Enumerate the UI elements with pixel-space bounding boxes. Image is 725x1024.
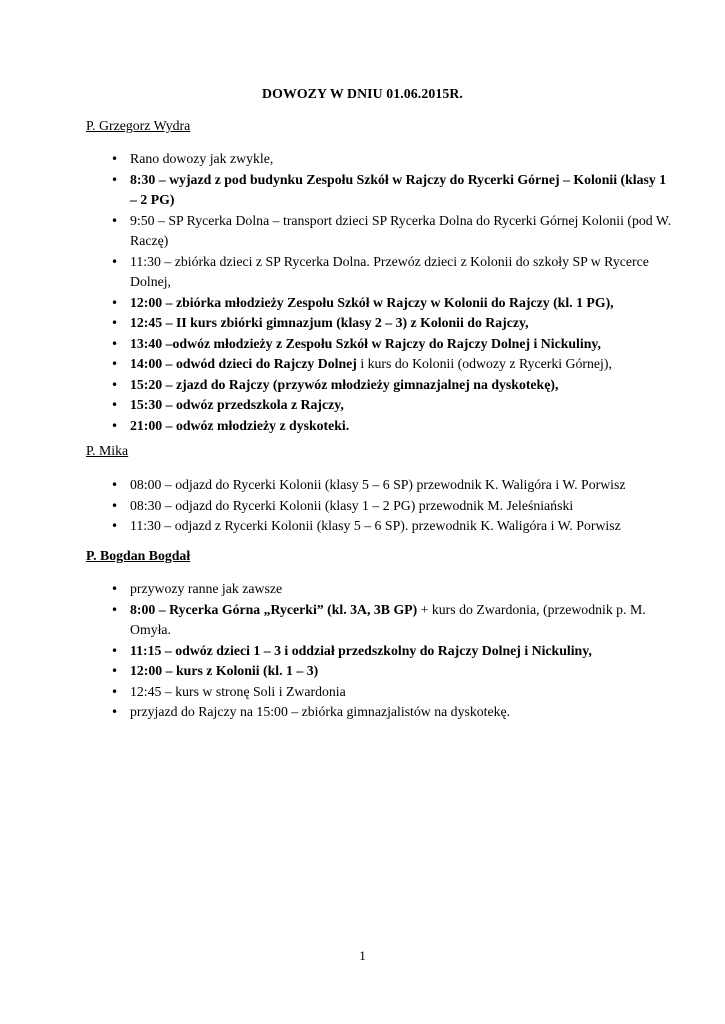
list-item	[0, 334, 725, 355]
item-text: 12:45 – kurs w stronę Soli i Zwardonia	[130, 683, 346, 699]
item-text: 15:30 – odwóz przedszkola z Rajczy,	[130, 397, 344, 412]
section-list-grzegorz-wydra	[0, 149, 725, 436]
item-text: i kurs do Kolonii (odwozy z Rycerki Górnej),	[356, 356, 612, 371]
list-item	[0, 416, 725, 437]
item-text: 11:30 – odjazd z Rycerki Kolonii (klasy 5 – 6 SP). przewodnik K. Waligóra i W. Porwisz	[130, 518, 621, 533]
section-list-bogdan-bogdal	[0, 579, 725, 723]
item-text: 8:30 – wyjazd z pod budynku Zespołu Szkół w Rajczy do Rycerki Górnej – Kolonii (klasy 1 – 2 PG)	[130, 171, 667, 207]
item-text: Rano dowozy jak zwykle,	[130, 151, 274, 166]
list-item	[0, 313, 725, 334]
list-item	[0, 579, 725, 600]
section-heading-mika: P. Mika	[86, 443, 129, 458]
list-item	[0, 395, 725, 416]
list-item	[0, 641, 725, 662]
list-item	[0, 702, 725, 723]
list-item	[0, 496, 725, 517]
item-text: 9:50 – SP Rycerka Dolna – transport dzieci SP Rycerka Dolna do Rycerki Górnej Kolonii (pod W. Raczę)	[130, 212, 672, 248]
item-text: przyjazd do Rajczy na 15:00 – zbiórka gimnazjalistów na dyskotekę.	[130, 704, 511, 719]
item-text: 12:45 – II kurs zbiórki gimnazjum (klasy 2 – 3) z Kolonii do Rajczy,	[130, 315, 529, 330]
item-text: 08:30 – odjazd do Rycerki Kolonii (klasy 1 – 2 PG) przewodnik M. Jeleśniański	[130, 497, 574, 513]
item-text: 08:00 – odjazd do Rycerki Kolonii (klasy 5 – 6 SP) przewodnik K. Waligóra i W. Porwisz	[130, 477, 626, 492]
item-text: przywozy ranne jak zawsze	[130, 581, 283, 596]
item-text: 15:20 – zjazd do Rajczy (przywóz młodzieży gimnazjalnej na dyskotekę),	[130, 376, 559, 392]
list-item	[0, 600, 725, 641]
list-item	[0, 252, 725, 293]
item-text: 14:00 – odwód dzieci do Rajczy Dolnej	[130, 356, 357, 371]
list-item	[0, 475, 725, 496]
item-text: 21:00 – odwóz młodzieży z dyskoteki.	[130, 417, 350, 433]
list-item	[0, 682, 725, 703]
list-item	[0, 375, 725, 396]
list-item	[0, 211, 725, 252]
item-text: + kurs do Zwardonia, (przewodnik p. M. Omyła.	[130, 601, 646, 637]
item-text: 13:40 –odwóz młodzieży z Zespołu Szkół w Rajczy do Rajczy Dolnej i Nickuliny,	[130, 335, 601, 351]
document-title: DOWOZY W DNIU 01.06.2015R.	[262, 86, 463, 101]
item-text: 8:00 – Rycerka Górna „Rycerki” (kl. 3A, 3B GP)	[130, 601, 418, 617]
section-heading-bogdan-bogdal: P. Bogdan Bogdał	[86, 548, 191, 563]
list-item	[0, 293, 725, 314]
item-text: 12:00 – zbiórka młodzieży Zespołu Szkół w Rajczy w Kolonii do Rajczy (kl. 1 PG),	[130, 294, 614, 310]
list-item	[0, 170, 725, 211]
list-item	[0, 516, 725, 537]
section-heading-grzegorz-wydra: P. Grzegorz Wydra	[86, 118, 191, 133]
item-text: 12:00 – kurs z Kolonii (kl. 1 – 3)	[130, 663, 319, 678]
item-text: 11:30 – zbiórka dzieci z SP Rycerka Dolna. Przewóz dzieci z Kolonii do szkoły SP w Rycerce Dolnej,	[130, 253, 649, 289]
list-item	[0, 661, 725, 682]
page-number: 1	[359, 948, 366, 963]
section-list-mika	[0, 475, 725, 537]
item-text: 11:15 – odwóz dzieci 1 – 3 i oddział przedszkolny do Rajczy Dolnej i Nickuliny,	[130, 642, 592, 658]
list-item	[0, 149, 725, 170]
list-item	[0, 354, 725, 375]
